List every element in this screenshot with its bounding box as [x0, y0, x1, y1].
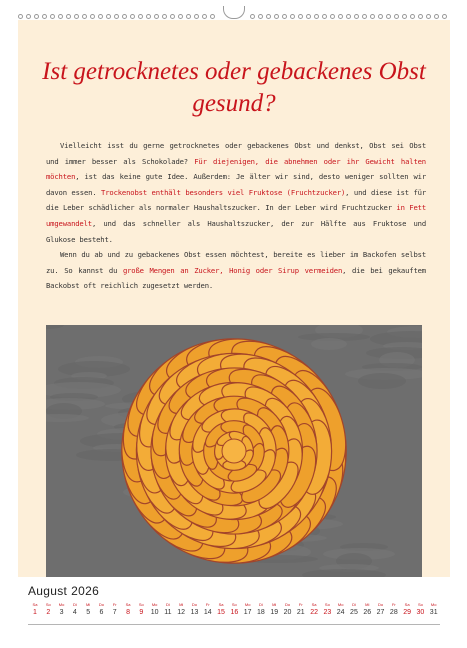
calendar-day — [187, 602, 201, 619]
fruit-tart-photo — [46, 325, 422, 577]
calendar-day — [55, 602, 69, 619]
binding-hole — [442, 14, 447, 19]
highlighted-text: große Mengen an Zucker, Honig oder Sirup vermeiden — [122, 265, 343, 275]
day-number: 23 — [323, 609, 332, 616]
calendar-day — [81, 602, 95, 619]
calendar-day — [360, 602, 374, 619]
day-number: 17 — [243, 609, 252, 616]
day-number: 29 — [403, 609, 412, 616]
text-run: , und das schneller als Haushaltszucker, der zur Hälfte aus Fruktose und Glukose besteht. — [46, 218, 426, 244]
day-number: 4 — [72, 609, 77, 616]
weekday-label: Di — [72, 602, 77, 607]
calendar-day — [413, 602, 427, 619]
binding-hole — [386, 14, 391, 19]
binding-hole — [266, 14, 271, 19]
binding-hole — [26, 14, 31, 19]
binding-hole — [114, 14, 119, 19]
day-number: 22 — [310, 609, 318, 616]
day-number: 20 — [283, 609, 292, 616]
calendar-day — [347, 602, 361, 619]
calendar-day — [241, 602, 255, 619]
binding-hole — [194, 14, 199, 19]
binding-hole — [418, 14, 423, 19]
day-number: 16 — [230, 609, 239, 616]
calendar-day — [400, 602, 414, 619]
binding-hole — [138, 14, 143, 19]
binding-hole — [258, 14, 263, 19]
weekday-label: Sa — [125, 602, 131, 607]
weekday-label: Fr — [298, 602, 303, 607]
calendar-day — [134, 602, 148, 619]
weekday-label: So — [45, 602, 51, 607]
weekday-label: Sa — [311, 602, 317, 607]
day-number: 12 — [177, 609, 186, 616]
binding-hole — [186, 14, 191, 19]
binding-hole — [322, 14, 327, 19]
calendar-day — [41, 602, 55, 619]
weekday-label: Mi — [365, 602, 370, 607]
weekday-label: Mo — [337, 602, 344, 607]
calendar-day — [267, 602, 281, 619]
weekday-label: Sa — [404, 602, 410, 607]
binding-hole — [362, 14, 367, 19]
weekday-label: Do — [98, 602, 104, 607]
binding-hole — [154, 14, 159, 19]
body-paragraph — [46, 138, 426, 247]
day-number: 7 — [112, 609, 117, 616]
weekday-label: Do — [191, 602, 198, 607]
binding-hole — [298, 14, 303, 19]
binding-hole — [394, 14, 399, 19]
calendar-day — [307, 602, 321, 619]
calendar-day — [201, 602, 215, 619]
calendar-day — [320, 602, 334, 619]
text-run: , ist das keine gute Idee. Außerdem: Je älter wir sind, desto weniger sollten wir davon essen. — [46, 172, 426, 197]
weekday-label: Di — [352, 602, 356, 607]
day-number: 19 — [270, 609, 279, 616]
binding-hole — [330, 14, 335, 19]
text-run: , die bei gekauftem Backobst oft reichlich zugesetzt werden. — [46, 265, 426, 291]
calendar-month-heading — [28, 584, 103, 598]
weekday-label: Mo — [151, 602, 158, 607]
weekday-label: Di — [259, 602, 263, 607]
binding-hole — [370, 14, 375, 19]
calendar-day — [281, 602, 295, 619]
binding-hole — [434, 14, 439, 19]
day-number: 21 — [296, 609, 305, 616]
weekday-label: Fr — [112, 602, 117, 607]
day-number: 11 — [164, 609, 172, 616]
calendar-day — [28, 602, 42, 619]
binding-hole — [146, 14, 151, 19]
day-number: 9 — [139, 609, 144, 616]
binding-hole — [378, 14, 383, 19]
weekday-label: Mo — [430, 602, 437, 607]
day-number: 8 — [126, 609, 130, 616]
day-number: 31 — [429, 609, 438, 616]
calendar-day — [227, 602, 241, 619]
calendar-page — [18, 20, 450, 624]
day-number: 26 — [363, 609, 372, 616]
binding-hole — [34, 14, 39, 19]
day-number: 5 — [86, 609, 91, 616]
day-number: 28 — [389, 609, 398, 616]
calendar-day — [387, 602, 401, 619]
binding-hole — [130, 14, 135, 19]
binding-hole — [90, 14, 95, 19]
calendar-day — [214, 602, 228, 619]
binding-hole — [42, 14, 47, 19]
highlighted-text: Für diejenigen, die abnehmen oder ihr Gewicht halten möchten — [46, 156, 426, 182]
binding-hole — [402, 14, 407, 19]
weekday-label: So — [417, 602, 423, 607]
year: 2026 — [71, 584, 100, 598]
day-number: 18 — [257, 609, 265, 616]
body-paragraph — [46, 247, 426, 294]
day-number: 6 — [99, 609, 104, 616]
binding-hole — [338, 14, 343, 19]
weekday-label: So — [324, 602, 330, 607]
day-number: 2 — [46, 609, 51, 616]
day-number: 1 — [33, 609, 37, 616]
calendar-day — [334, 602, 348, 619]
binding-hole — [410, 14, 415, 19]
calendar-day — [108, 602, 122, 619]
weekday-label: Do — [377, 602, 384, 607]
content-panel — [18, 20, 450, 577]
weekday-label: Sa — [218, 602, 224, 607]
day-number: 13 — [190, 609, 199, 616]
calendar-day — [121, 602, 135, 619]
day-number: 15 — [217, 609, 225, 616]
calendar-day — [161, 602, 175, 619]
weekday-label: Mi — [86, 602, 91, 607]
calendar-day — [68, 602, 82, 619]
calendar-baseline — [28, 624, 440, 625]
day-number: 30 — [416, 609, 425, 616]
calendar-day — [294, 602, 308, 619]
binding-hole — [122, 14, 127, 19]
day-number: 27 — [376, 609, 385, 616]
binding-hole — [306, 14, 311, 19]
day-number: 24 — [336, 609, 345, 616]
binding-hole — [346, 14, 351, 19]
text-run: , und diese ist für die Leber schädlicher als normaler Haushaltszucker. In der Leber wird Fruchtzucker — [46, 187, 427, 213]
day-number: 3 — [59, 609, 64, 616]
calendar-day — [174, 602, 188, 619]
binding-hole — [50, 14, 55, 19]
binding-hole — [18, 14, 23, 19]
highlighted-text: Trockenobst enthält besonders viel Fruktose (Fruchtzucker) — [101, 187, 346, 197]
binding-hole — [82, 14, 87, 19]
binding-hole — [274, 14, 279, 19]
body-text — [46, 138, 426, 294]
binding-hole — [202, 14, 207, 19]
binding-hole — [282, 14, 287, 19]
weekday-label: Mi — [179, 602, 184, 607]
weekday-label: So — [231, 602, 237, 607]
month-name: August — [28, 584, 68, 598]
binding-hole — [106, 14, 111, 19]
text-run: Wenn du ab und zu gebackenes Obst essen möchtest, bereite es lieber im Backofen selbst zu. So kannst du — [46, 250, 426, 275]
day-number: 14 — [203, 609, 212, 616]
day-number: 10 — [150, 609, 159, 616]
binding-hole — [98, 14, 103, 19]
weekday-label: So — [138, 602, 144, 607]
binding-hole — [354, 14, 359, 19]
page-title: Ist getrocknetes oder gebackenes Obst gesund? — [42, 58, 426, 117]
weekday-label: Fr — [205, 602, 210, 607]
binding-hole — [250, 14, 255, 19]
binding-hole — [170, 14, 175, 19]
calendar-day — [148, 602, 162, 619]
weekday-label: Mi — [272, 602, 277, 607]
weekday-label: Di — [166, 602, 170, 607]
calendar-day — [254, 602, 268, 619]
binding-hole — [74, 14, 79, 19]
weekday-label: Mo — [58, 602, 65, 607]
binding-hole — [58, 14, 63, 19]
weekday-label: Sa — [32, 602, 38, 607]
binding-hole — [162, 14, 167, 19]
binding-hole — [66, 14, 71, 19]
binding-hole — [210, 14, 215, 19]
binding-hole — [426, 14, 431, 19]
calendar-day — [374, 602, 388, 619]
calendar-day — [94, 602, 108, 619]
weekday-label: Do — [284, 602, 291, 607]
binding-hole — [290, 14, 295, 19]
highlighted-text: in Fett umgewandelt — [46, 203, 426, 228]
binding-hole — [314, 14, 319, 19]
text-run: Vielleicht isst du gerne getrocknetes oder gebackenes Obst und denkst, Obst sei Obst und immer besser als Schokolade? — [46, 141, 426, 166]
day-number: 25 — [350, 609, 358, 616]
weekday-label: Mo — [244, 602, 251, 607]
weekday-label: Fr — [391, 602, 396, 607]
binding-hole — [178, 14, 183, 19]
calendar-day — [427, 602, 441, 619]
